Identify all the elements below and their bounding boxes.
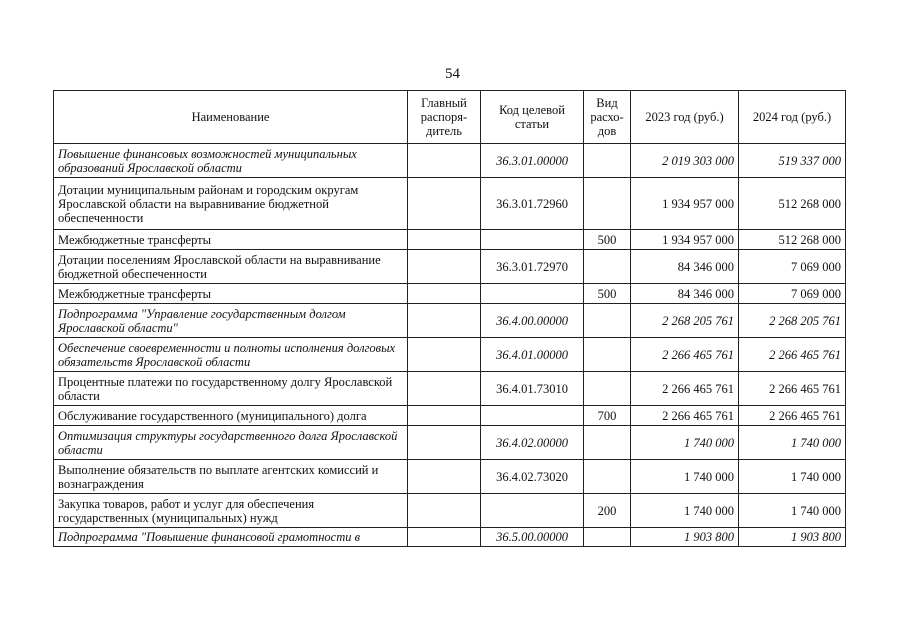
cell-admin [408,304,481,338]
cell-2023: 2 266 465 761 [631,372,739,406]
cell-name: Оптимизация структуры государственного долга Ярославской области [54,426,408,460]
cell-type: 700 [584,406,631,426]
cell-name: Закупка товаров, работ и услуг для обеспечения государственных (муниципальных) нужд [54,494,408,528]
cell-type [584,144,631,178]
cell-name: Дотации муниципальным районам и городским округам Ярославской области на выравнивание бюджетной обеспеченности [54,178,408,230]
cell-type [584,460,631,494]
cell-admin [408,460,481,494]
cell-code [481,406,584,426]
header-2024: 2024 год (руб.) [739,91,846,144]
cell-type [584,528,631,547]
cell-2023: 2 266 465 761 [631,406,739,426]
table-row [54,338,846,372]
cell-name: Межбюджетные трансферты [54,230,408,250]
cell-code: 36.4.01.00000 [481,338,584,372]
cell-name: Дотации поселениям Ярославской области на выравнивание бюджетной обеспеченности [54,250,408,284]
table-row [54,144,846,178]
cell-2024: 2 266 465 761 [739,338,846,372]
cell-admin [408,338,481,372]
page-number: 54 [445,66,460,82]
cell-2024: 2 266 465 761 [739,406,846,426]
cell-2023: 84 346 000 [631,284,739,304]
table-row [54,406,846,426]
cell-type [584,426,631,460]
cell-2024: 1 903 800 [739,528,846,547]
cell-code: 36.4.00.00000 [481,304,584,338]
cell-2023: 1 934 957 000 [631,230,739,250]
cell-code: 36.4.02.73020 [481,460,584,494]
cell-2023: 1 903 800 [631,528,739,547]
cell-2024: 1 740 000 [739,494,846,528]
header-code: Код целевой статьи [481,91,584,144]
cell-name: Процентные платежи по государственному долгу Ярославской области [54,372,408,406]
cell-admin [408,528,481,547]
cell-name: Межбюджетные трансферты [54,284,408,304]
cell-admin [408,144,481,178]
cell-name: Обслуживание государственного (муниципального) долга [54,406,408,426]
cell-2023: 1 934 957 000 [631,178,739,230]
cell-2024: 7 069 000 [739,250,846,284]
header-name: Наименование [54,91,408,144]
cell-2024: 2 268 205 761 [739,304,846,338]
cell-code: 36.5.00.00000 [481,528,584,547]
cell-code: 36.3.01.72960 [481,178,584,230]
cell-2024: 512 268 000 [739,230,846,250]
table-row [54,284,846,304]
cell-code [481,230,584,250]
cell-2024: 512 268 000 [739,178,846,230]
cell-2023: 2 266 465 761 [631,338,739,372]
table-row [54,178,846,230]
table-row [54,494,846,528]
cell-type: 200 [584,494,631,528]
cell-2023: 2 019 303 000 [631,144,739,178]
cell-2023: 84 346 000 [631,250,739,284]
table-row [54,304,846,338]
cell-code: 36.3.01.00000 [481,144,584,178]
cell-name: Подпрограмма "Повышение финансовой грамотности в [54,528,408,547]
cell-admin [408,178,481,230]
cell-type: 500 [584,284,631,304]
cell-type [584,304,631,338]
budget-table [53,90,846,547]
header-admin: Главный распоря-дитель [408,91,481,144]
cell-code: 36.4.02.00000 [481,426,584,460]
cell-type [584,250,631,284]
cell-code [481,494,584,528]
cell-name: Подпрограмма "Управление государственным долгом Ярославской области" [54,304,408,338]
cell-admin [408,284,481,304]
header-type: Вид расхо-дов [584,91,631,144]
table-row [54,528,846,547]
cell-admin [408,250,481,284]
cell-name: Обеспечение своевременности и полноты исполнения долговых обязательств Ярославской области [54,338,408,372]
cell-type: 500 [584,230,631,250]
cell-2024: 1 740 000 [739,426,846,460]
cell-admin [408,406,481,426]
cell-2023: 1 740 000 [631,426,739,460]
table-row [54,372,846,406]
cell-2023: 2 268 205 761 [631,304,739,338]
cell-type [584,338,631,372]
cell-2023: 1 740 000 [631,460,739,494]
cell-code: 36.3.01.72970 [481,250,584,284]
cell-name: Повышение финансовых возможностей муниципальных образований Ярославской области [54,144,408,178]
cell-2024: 7 069 000 [739,284,846,304]
cell-admin [408,426,481,460]
cell-type [584,178,631,230]
table-row [54,250,846,284]
cell-2024: 1 740 000 [739,460,846,494]
cell-2024: 519 337 000 [739,144,846,178]
table-row [54,460,846,494]
table-row [54,426,846,460]
cell-2023: 1 740 000 [631,494,739,528]
cell-admin [408,230,481,250]
table-header-row [54,91,846,144]
header-2023: 2023 год (руб.) [631,91,739,144]
cell-name: Выполнение обязательств по выплате агентских комиссий и вознаграждения [54,460,408,494]
cell-code: 36.4.01.73010 [481,372,584,406]
cell-admin [408,494,481,528]
cell-type [584,372,631,406]
cell-2024: 2 266 465 761 [739,372,846,406]
table-row [54,230,846,250]
cell-code [481,284,584,304]
cell-admin [408,372,481,406]
